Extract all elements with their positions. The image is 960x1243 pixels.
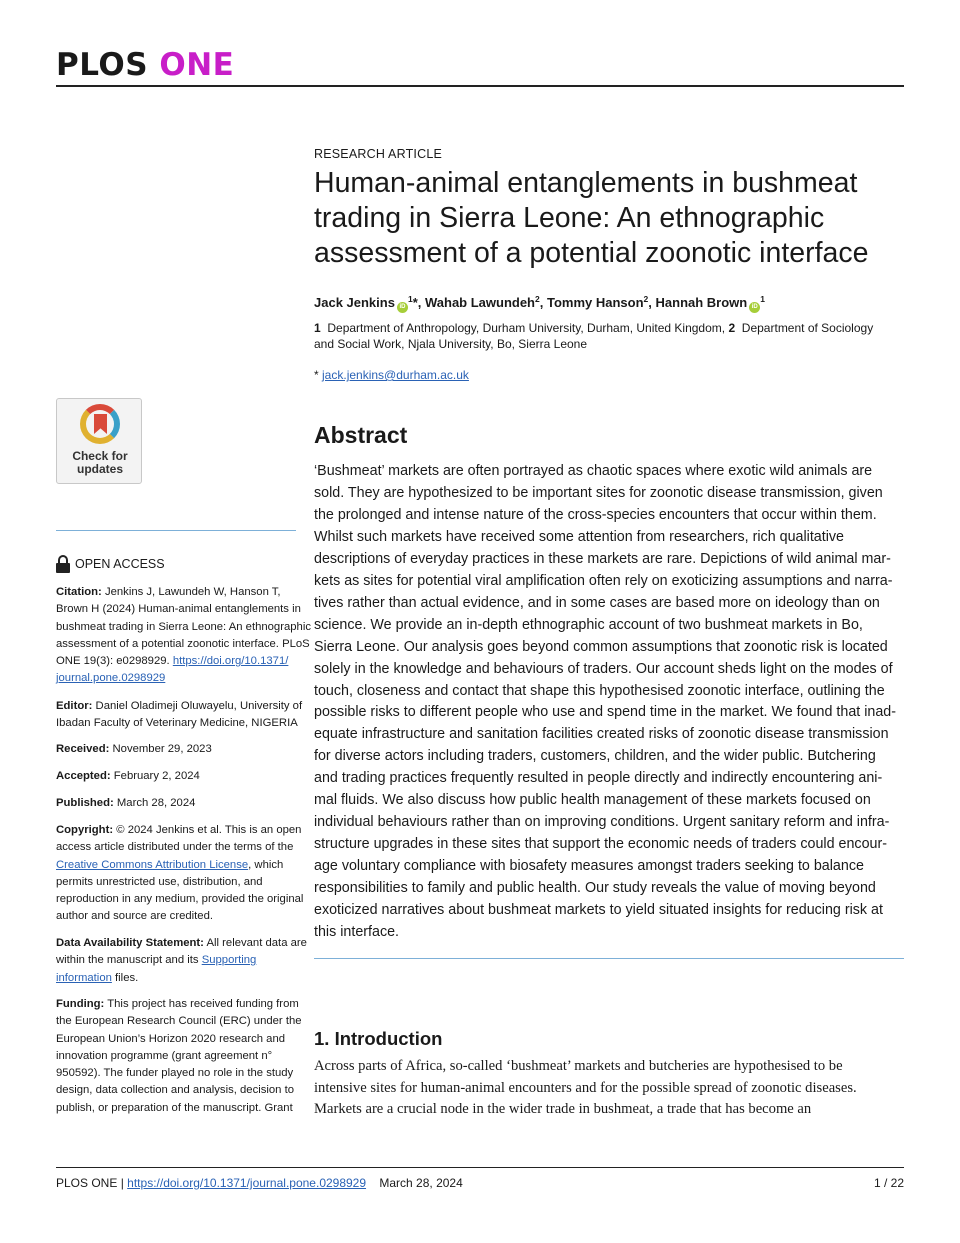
open-access-text: OPEN ACCESS <box>75 557 165 571</box>
copyright-text: author and source are credited. <box>56 910 213 923</box>
footer-journal: PLOS ONE <box>56 1176 118 1190</box>
abstract-line: for diverse actors including traders, customers, children, and the wider public. Butchering <box>314 748 876 765</box>
citation-label: Citation: <box>56 586 102 598</box>
logo-one: ONE <box>159 47 235 83</box>
title-line: trading in Sierra Leone: An ethnographic <box>314 202 825 234</box>
copyright-text: © 2024 Jenkins et al. This is an open <box>116 824 302 836</box>
author-list: Jack Jenkins $iD^1*$, Wahab Lawundeh$^2$, Tommy Hanson$^2$, Hannah Brown $iD^1$ <box>314 290 904 313</box>
funding-text: the European Research Council (ERC) under the <box>56 1015 302 1028</box>
open-lock-icon <box>56 555 70 573</box>
abstract-line: descriptions of everyday practices in these markets are rare. Depictions of wild animal mar- <box>314 550 891 567</box>
abstract-line: ‘Bushmeat’ markets are often portrayed as chaotic spaces where exotic wild animals are <box>314 463 873 479</box>
header-divider <box>56 85 904 87</box>
citation-text: ONE 19(3): e0298929. <box>56 655 170 668</box>
copyright-block <box>56 822 304 926</box>
abstract-line: Sierra Leone. Our analysis goes beyond common assumptions that zoonotic risk is located <box>314 638 888 655</box>
abstract-line: mal fluids. We also discuss how public health management of these markets focused on <box>314 792 871 809</box>
author-affiliation-sup: 2 <box>643 294 649 304</box>
copyright-label: Copyright: <box>56 824 114 836</box>
accepted-label: Accepted: <box>56 770 111 782</box>
author-affiliation-sup: 1 <box>407 294 413 304</box>
affiliation-number: 2 <box>728 321 736 335</box>
affiliations <box>314 320 904 352</box>
affiliation-text: and Social Work, Njala University, Bo, Sierra Leone <box>314 337 588 351</box>
abstract-line: equate infrastructure and sanitation facilities created risks of zoonotic disease transmission <box>314 726 889 743</box>
footer-divider <box>56 1167 904 1168</box>
abstract-line: structure upgrades in these sites that support the economic needs of traders could encour- <box>314 836 887 853</box>
affiliation-text: Department of Sociology <box>741 321 874 335</box>
footer-separator: | <box>120 1176 124 1190</box>
author-affiliation-sup: 1 <box>760 294 765 304</box>
received-label: Received: <box>56 743 110 755</box>
funding-text: European Union’s Horizon 2020 research and <box>56 1032 286 1045</box>
abstract-line: touch, closeness and contact that shape this hypothesised zoonotic interface, outlining the <box>314 682 885 699</box>
footer-doi-link[interactable]: https://doi.org/10.1371/journal.pone.0298929 <box>127 1176 367 1190</box>
supporting-information-link[interactable]: information <box>56 971 112 984</box>
introduction-line: Markets are a crucial node in the wider trade in bushmeat, a trade that has become an <box>314 1101 812 1118</box>
check-updates-line: Check for <box>72 449 128 463</box>
abstract-text <box>314 461 904 944</box>
author-affiliation-sup: 2 <box>535 294 540 304</box>
citation-text: assessment of a potential zoonotic interface. PLoS <box>56 637 310 650</box>
citation-block <box>56 584 311 688</box>
abstract-line: sold. They are hypothesized to be important sites for zoonotic disease transmission, given <box>314 484 883 501</box>
citation-text: Jenkins J, Lawundeh W, Hanson T, <box>104 586 281 598</box>
data-availability-text: All relevant data are <box>206 937 307 949</box>
editor-label: Editor: <box>56 700 93 712</box>
affiliation-text: Department of Anthropology, Durham University, Durham, United Kingdom, <box>327 321 726 335</box>
license-link[interactable]: Creative Commons Attribution License <box>56 858 249 871</box>
check-updates-line: updates <box>76 462 123 476</box>
abstract-line: age voluntary compliance with biosafety measures amongst traders seeking to balance <box>314 858 864 875</box>
editor-block <box>56 698 303 733</box>
abstract-divider <box>314 958 904 959</box>
funding-text: This project has received funding from <box>107 998 299 1010</box>
page-number: 1 / 22 <box>873 1176 904 1190</box>
abstract-line: solely in the knowledge and behaviours of traders. Our account sheds light on the modes of <box>314 660 893 677</box>
open-access-label <box>56 554 165 574</box>
article-type: RESEARCH ARTICLE <box>314 147 443 161</box>
funding-label: Funding: <box>56 998 105 1010</box>
citation-text: Brown H (2024) Human-animal entanglements in <box>56 603 301 616</box>
title-line: Human-animal entanglements in bushmeat <box>314 167 858 199</box>
abstract-line: tives rather than actual evidence, and in some cases are based more on ideology than on <box>314 594 880 611</box>
abstract-heading: Abstract <box>314 422 408 448</box>
author-name[interactable]: Tommy Hanson <box>546 295 644 310</box>
check-updates-label <box>57 450 143 476</box>
published-label: Published: <box>56 797 114 809</box>
copyright-text: permits unrestricted use, distribution, and <box>56 875 263 888</box>
received-value: November 29, 2023 <box>112 743 212 755</box>
data-availability-text: files. <box>115 971 139 984</box>
data-availability-block <box>56 935 307 987</box>
logo-plos: PLOS <box>56 47 149 83</box>
journal-logo <box>56 46 234 84</box>
introduction-text <box>314 1056 904 1121</box>
abstract-line: exoticized narratives about bushmeat markets to yield situated insights for reducing risk at <box>314 902 883 919</box>
introduction-line: intensive sites for human-animal encounters and for the possible spread of zoonotic diseases. <box>314 1079 857 1096</box>
abstract-line: this interface. <box>314 924 400 941</box>
published-value: March 28, 2024 <box>116 797 196 809</box>
check-for-updates-badge[interactable] <box>56 398 142 484</box>
page-footer <box>56 1175 904 1191</box>
orcid-icon[interactable]: iD <box>749 302 760 313</box>
supporting-information-link[interactable]: Supporting <box>201 954 257 967</box>
author-name[interactable]: Wahab Lawundeh <box>424 295 536 310</box>
funding-text: 950592). The funder played no role in the study <box>56 1067 294 1080</box>
corresponding-marker: * <box>412 295 418 310</box>
email-link[interactable]: jack.jenkins@durham.ac.uk <box>322 368 469 382</box>
abstract-line: kets as sites for potential viral amplification often rely on exoticizing assumptions and narra- <box>314 572 893 589</box>
data-availability-label: Data Availability Statement: <box>56 937 204 949</box>
accepted-date <box>56 768 296 785</box>
editor-text: Ibadan Faculty of Veterinary Medicine, NIGERIA <box>56 717 298 730</box>
author-name[interactable]: Hannah Brown <box>655 295 748 310</box>
sidebar-divider <box>56 530 296 531</box>
introduction-heading: 1. Introduction <box>314 1028 443 1049</box>
abstract-line: and trading practices frequently resulted in people directly and indirectly encountering ani- <box>314 770 883 787</box>
received-date <box>56 741 296 758</box>
orcid-icon[interactable]: iD <box>397 302 408 313</box>
copyright-text: , which <box>248 858 284 871</box>
funding-block <box>56 996 302 1117</box>
introduction-line: Across parts of Africa, so-called ‘bushmeat’ markets and butcheries are hypothesised to be <box>314 1058 843 1074</box>
funding-text: design, data collection and analysis, decision to <box>56 1084 295 1097</box>
abstract-line: science. We provide an in-depth ethnographic account of two bushmeat markets in Bo, <box>314 616 863 633</box>
published-date <box>56 795 296 812</box>
abstract-line: the prolonged and intense nature of the cross-species encounters that occur within them. <box>314 506 877 523</box>
abstract-line: individual behaviours rather than on improving conditions. Urgent sanitary reform and infra- <box>314 814 890 831</box>
accepted-value: February 2, 2024 <box>113 770 200 782</box>
article-title <box>314 166 904 271</box>
copyright-text: access article distributed under the terms of the <box>56 841 294 854</box>
title-line: assessment of a potential zoonotic interface <box>314 237 869 269</box>
author-name[interactable]: Jack Jenkins <box>314 295 395 310</box>
corresponding-marker: * <box>314 368 319 382</box>
footer-date: March 28, 2024 <box>379 1176 463 1190</box>
abstract-line: possible risks to different people who use and spend time in the market. We found that inad- <box>314 704 897 721</box>
funding-text: innovation programme (grant agreement n° <box>56 1049 273 1062</box>
correspondence <box>314 367 469 383</box>
copyright-text: reproduction in any medium, provided the original <box>56 893 304 906</box>
citation-doi-link[interactable]: journal.pone.0298929 <box>56 672 166 685</box>
abstract-line: Whilst such markets have received some attention from researchers, rich qualitative <box>314 528 844 545</box>
abstract-line: responsibilities to family and public health. Our study reveals the value of moving beyond <box>314 880 876 897</box>
citation-text: bushmeat trading in Sierra Leone: An ethnographic <box>56 620 311 633</box>
editor-text: Daniel Oladimeji Oluwayelu, University of <box>95 700 303 712</box>
data-availability-text: within the manuscript and its <box>56 954 199 967</box>
citation-doi-link[interactable]: https://doi.org/10.1371/ <box>172 655 289 668</box>
affiliation-number: 1 <box>314 321 321 335</box>
funding-text: publish, or preparation of the manuscript. Grant <box>56 1101 293 1114</box>
